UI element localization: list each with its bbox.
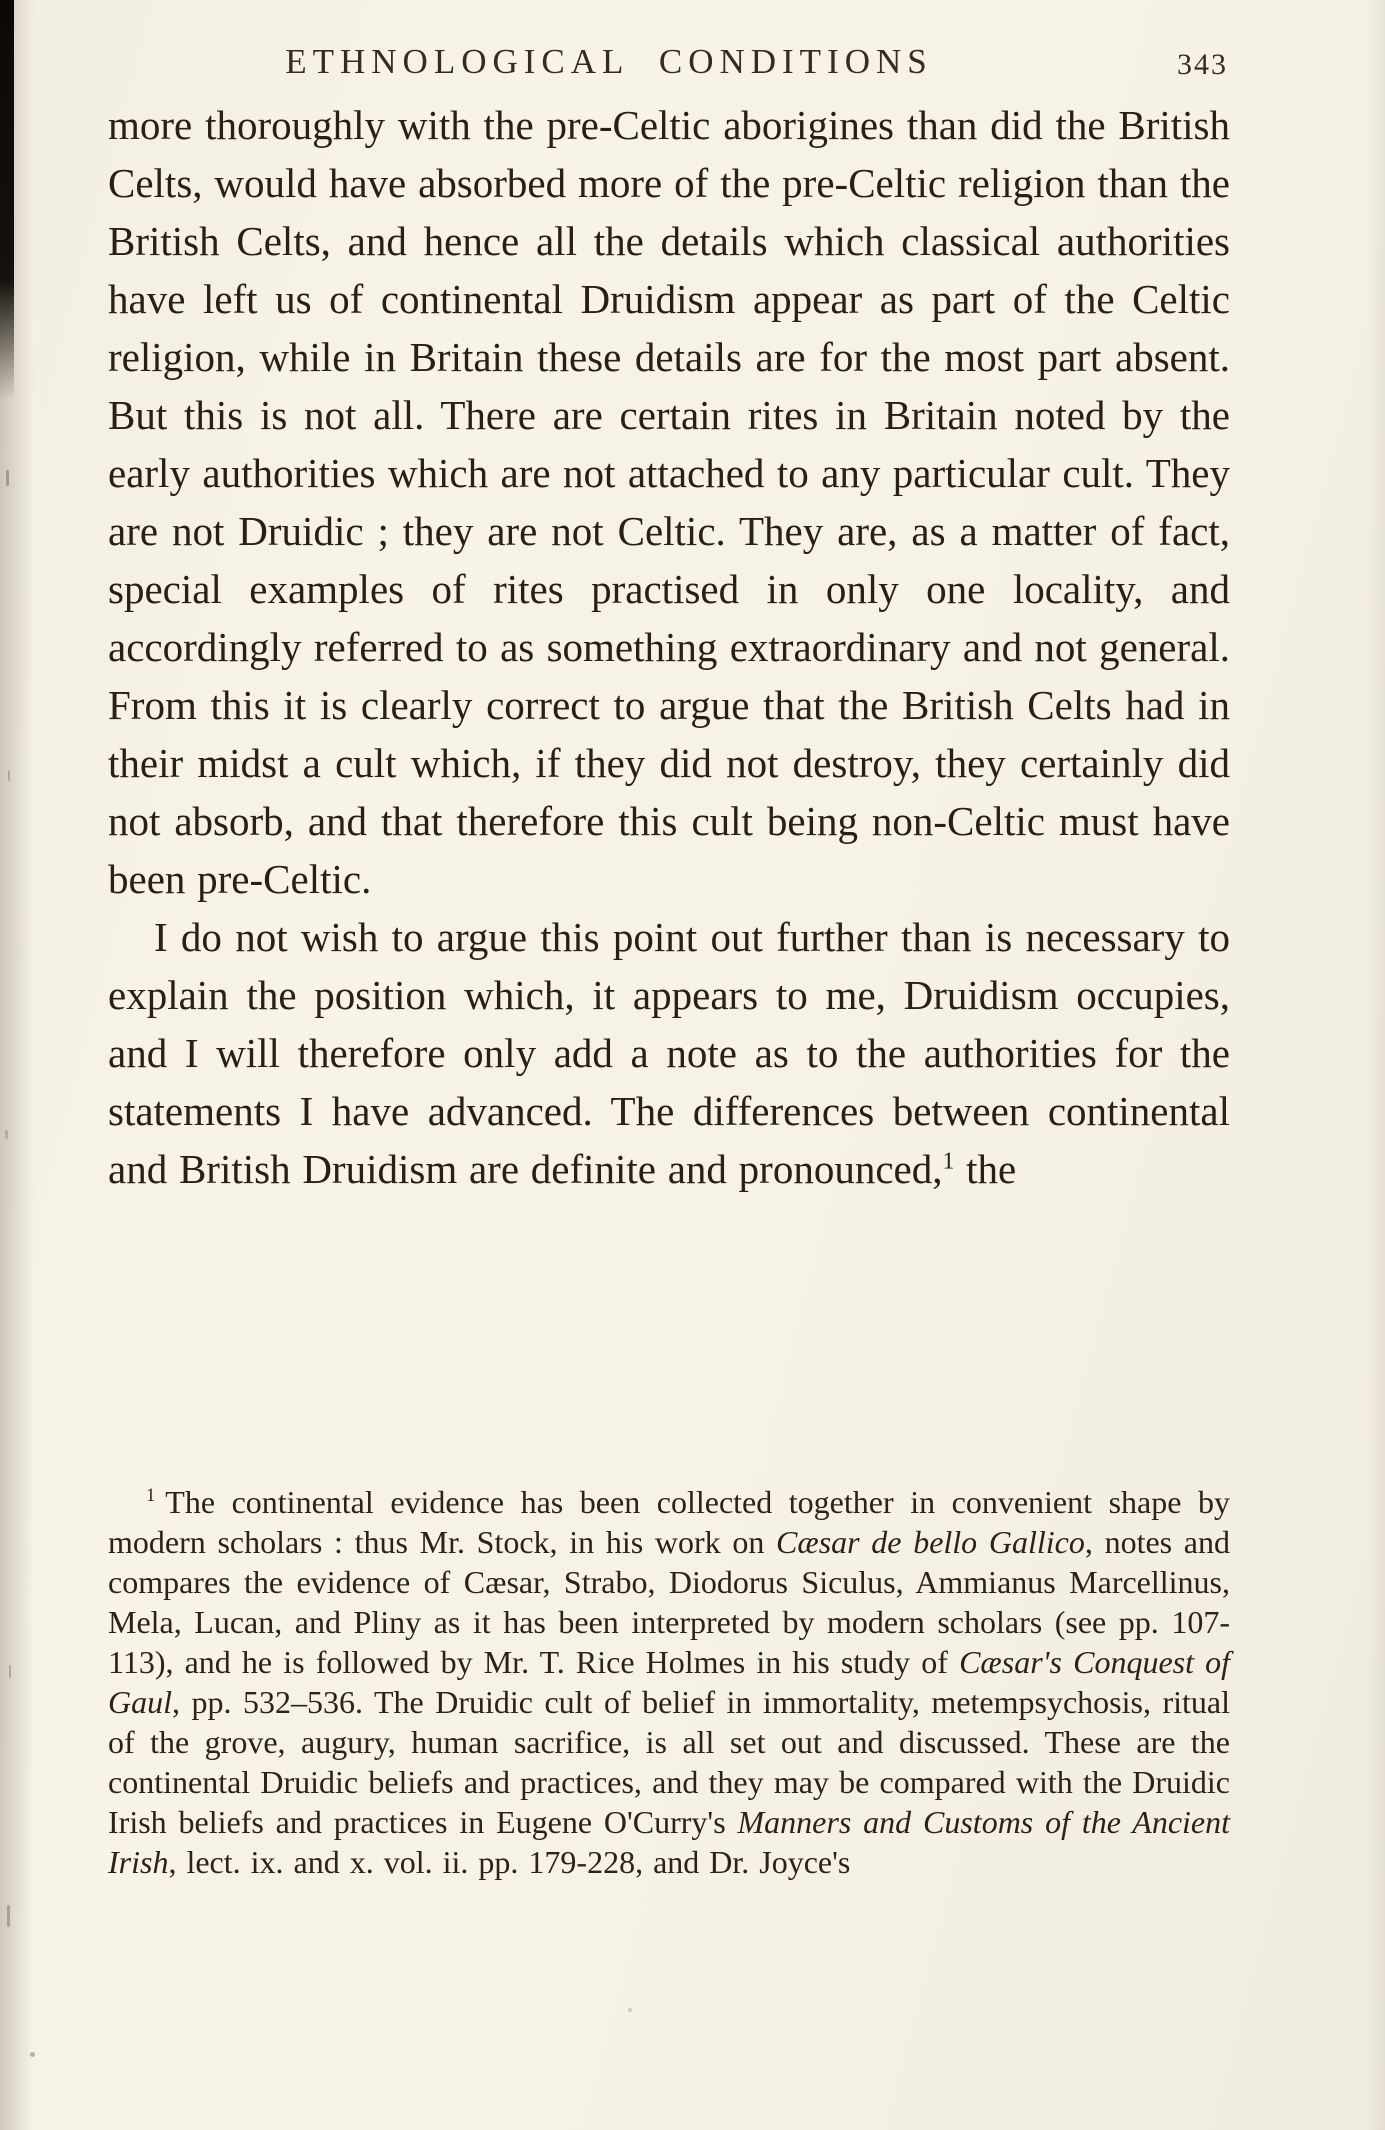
- footnote-text: , lect. ix. and x. vol. ii. pp. 179-228, and Dr. Joyce's: [168, 1844, 851, 1880]
- footnote-text: , notes and compares the evidence of Cæsar, Strabo, Diodorus Siculus, Ammianus Marcellinus, Mela, Lucan, and Pliny as it has been interpreted by modern scholars (see pp. 107-113), and he is followed by Mr. T. Rice Holmes in his study of: [108, 1524, 1231, 1680]
- scan-speck: [5, 1130, 8, 1139]
- scan-speck: [9, 1665, 11, 1678]
- scan-speck: [7, 1905, 10, 1927]
- footnote-text: , pp. 532–536. The Druidic cult of belief in immortality, metempsychosis, ritual of the grove, augury, human sacrifice, is all set out and discussed. These are the continental Druidic beliefs and practices, and they may be compared with the Druidic Irish beliefs and practices in Eugene O'Curry's: [108, 1684, 1230, 1840]
- scan-speck: [8, 770, 10, 781]
- footnote-paragraph: [108, 1482, 1230, 1882]
- footnote-reference: 1: [942, 1148, 955, 1175]
- footnote-book-title: Manners and Customs of the Ancient Irish: [108, 1804, 1231, 1880]
- body-paragraph: [108, 908, 1230, 1198]
- page-number: 343: [1177, 48, 1228, 81]
- page-edge-shadow: [1367, 0, 1385, 2130]
- scan-speck: [6, 470, 9, 486]
- footnote-block: [108, 1482, 1230, 1882]
- page-header: [108, 42, 1230, 92]
- footnote-book-title: Cæsar's Conquest of Gaul: [108, 1644, 1230, 1720]
- scan-speck: [30, 2052, 35, 2057]
- footnote-text: The continental evidence has been collected together in convenient shape by modern scholars : thus Mr. Stock, in his work on: [108, 1484, 1230, 1560]
- body-paragraph: more thoroughly with the pre-Celtic aborigines than did the British Celts, would have absorbed more of the pre-Celtic religion than the British Celts, and hence all the details which classical authorities have left us of continental Druidism appear as part of the Celtic religion, while in Britain these details are for the most part absent. But this is not all. There are certain rites in Britain noted by the early authorities which are not attached to any particular cult. They are not Druidic ; they are not Celtic. They are, as a matter of fact, special examples of rites practised in only one locality, and accordingly referred to as something extraordinary and not general. From this it is clearly correct to argue that the British Celts had in their midst a cult which, if they did not destroy, they certainly did not absorb, and that therefore this cult being non-Celtic must have been pre-Celtic.: [108, 102, 1230, 902]
- body-text-block: [108, 96, 1230, 1198]
- binding-edge-mark: [0, 0, 14, 400]
- paragraph-text: I do not wish to argue this point out further than is necessary to explain the position which, it appears to me, Druidism occupies, and I will therefore only add a note as to the authorities for the statements I have advanced. The differences between continental and British Druidism are definite and pronounced,: [108, 914, 1230, 1192]
- footnote-marker: 1: [146, 1485, 156, 1507]
- running-title: ETHNOLOGICAL CONDITIONS: [285, 42, 933, 81]
- paragraph-text: the: [954, 1146, 1017, 1192]
- footnote-book-title: Cæsar de bello Gallico: [776, 1524, 1085, 1560]
- scan-speck: [628, 2008, 632, 2012]
